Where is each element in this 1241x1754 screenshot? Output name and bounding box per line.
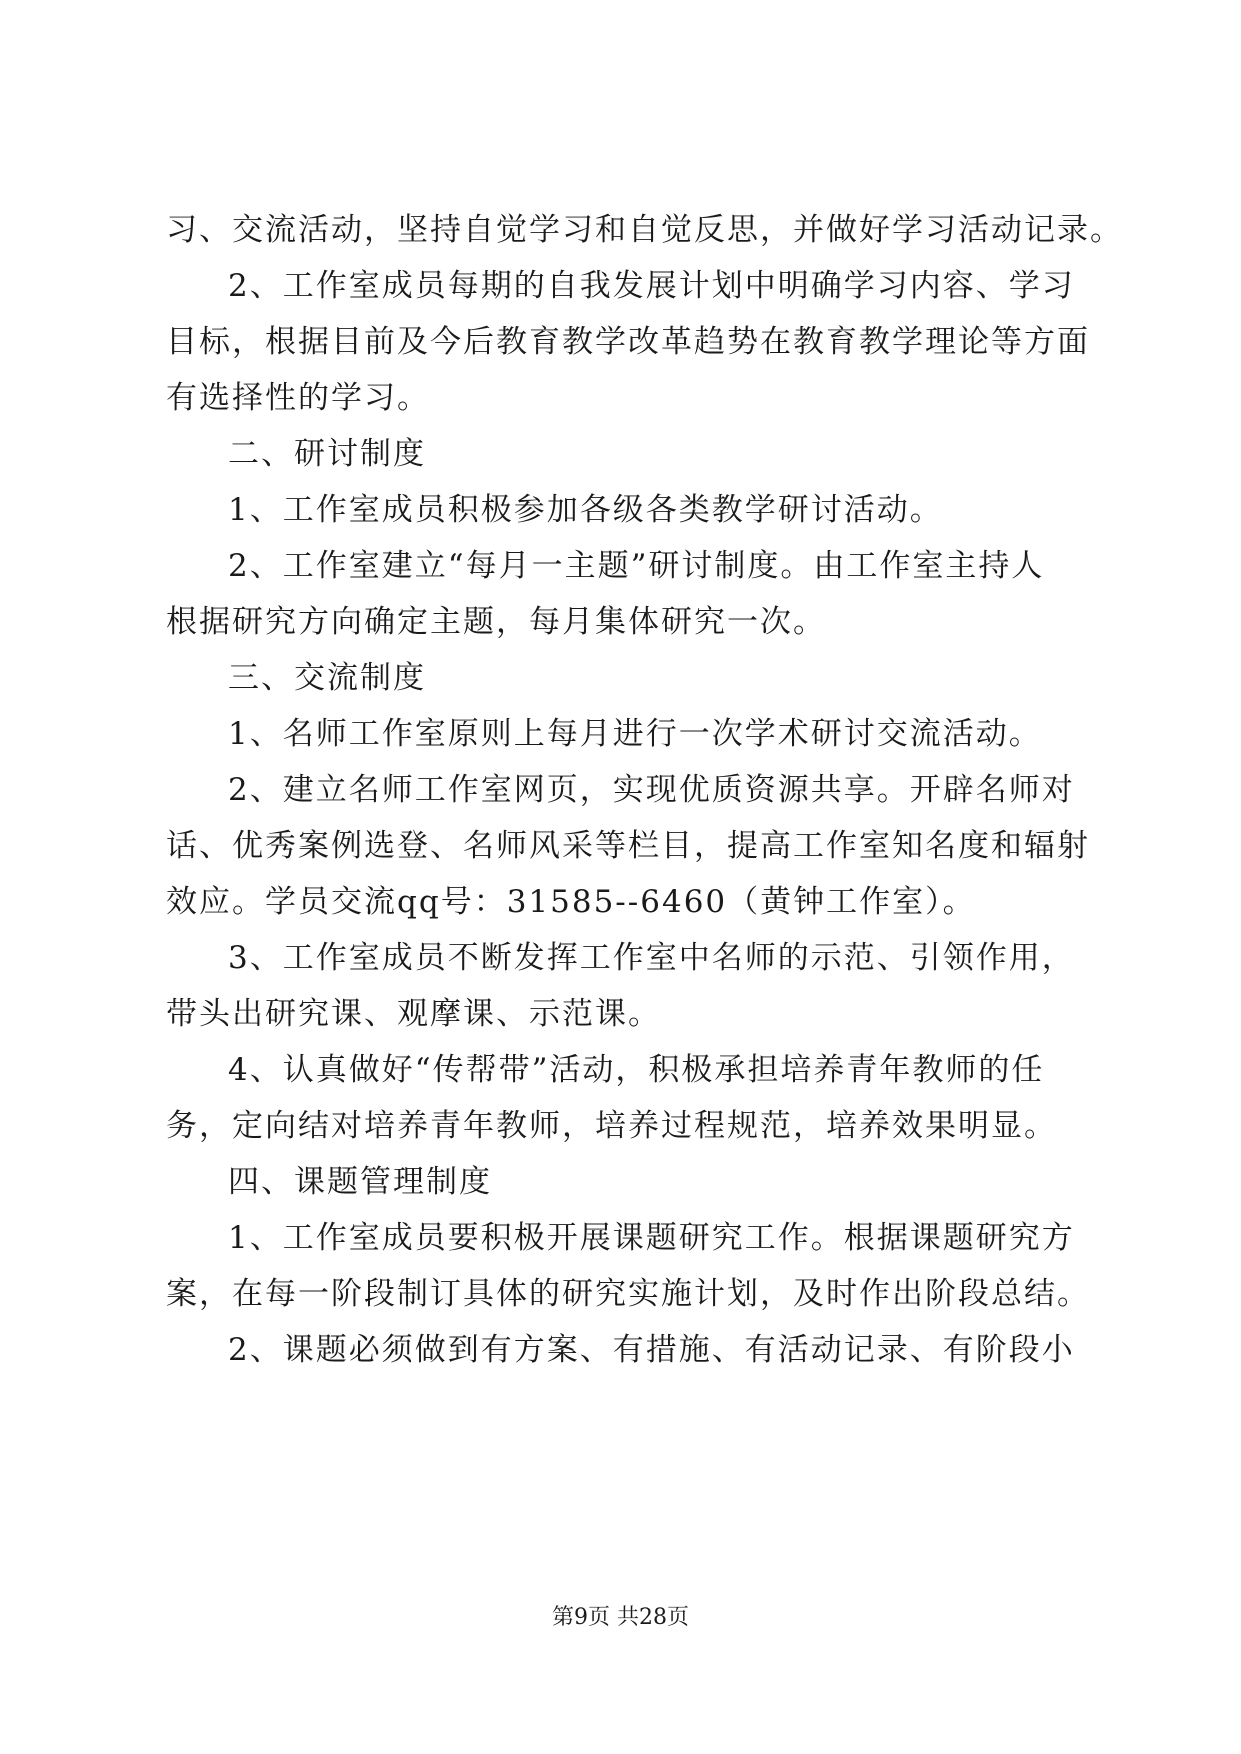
text-line: 3、工作室成员不断发挥工作室中名师的示范、引领作用， [228,940,1075,976]
text-line: 话、优秀案例选登、名师风采等栏目，提高工作室知名度和辐射 [166,828,1090,864]
text-line: 1、名师工作室原则上每月进行一次学术研讨交流活动。 [228,716,1042,752]
text-line: 4、认真做好“传帮带”活动，积极承担培养青年教师的任 [228,1052,1045,1088]
page-number-footer: 第9页 共28页 [552,1605,689,1630]
text-line: 有选择性的学习。 [166,380,430,416]
text-line: 案，在每一阶段制订具体的研究实施计划，及时作出阶段总结。 [166,1276,1090,1312]
text-line: 带头出研究课、观摩课、示范课。 [166,996,661,1032]
text-line: 2、课题必须做到有方案、有措施、有活动记录、有阶段小 [228,1332,1075,1368]
text-line: 2、建立名师工作室网页，实现优质资源共享。开辟名师对 [228,772,1075,808]
text-line: 效应。学员交流qq号：31585--6460（黄钟工作室）。 [166,884,976,920]
section-heading: 二、研讨制度 [228,436,426,472]
section-heading: 四、课题管理制度 [228,1164,492,1200]
text-line: 务，定向结对培养青年教师，培养过程规范，培养效果明显。 [166,1108,1057,1144]
text-line: 1、工作室成员积极参加各级各类教学研讨活动。 [228,492,943,528]
text-line: 2、工作室建立“每月一主题”研讨制度。由工作室主持人 [228,548,1045,584]
text-line: 1、工作室成员要积极开展课题研究工作。根据课题研究方 [228,1220,1075,1256]
section-heading: 三、交流制度 [228,660,426,696]
text-line: 习、交流活动，坚持自觉学习和自觉反思，并做好学习活动记录。 [166,212,1123,248]
text-line: 根据研究方向确定主题，每月集体研究一次。 [166,604,826,640]
text-line: 2、工作室成员每期的自我发展计划中明确学习内容、学习 [228,268,1075,304]
text-line: 目标，根据目前及今后教育教学改革趋势在教育教学理论等方面 [166,324,1090,360]
